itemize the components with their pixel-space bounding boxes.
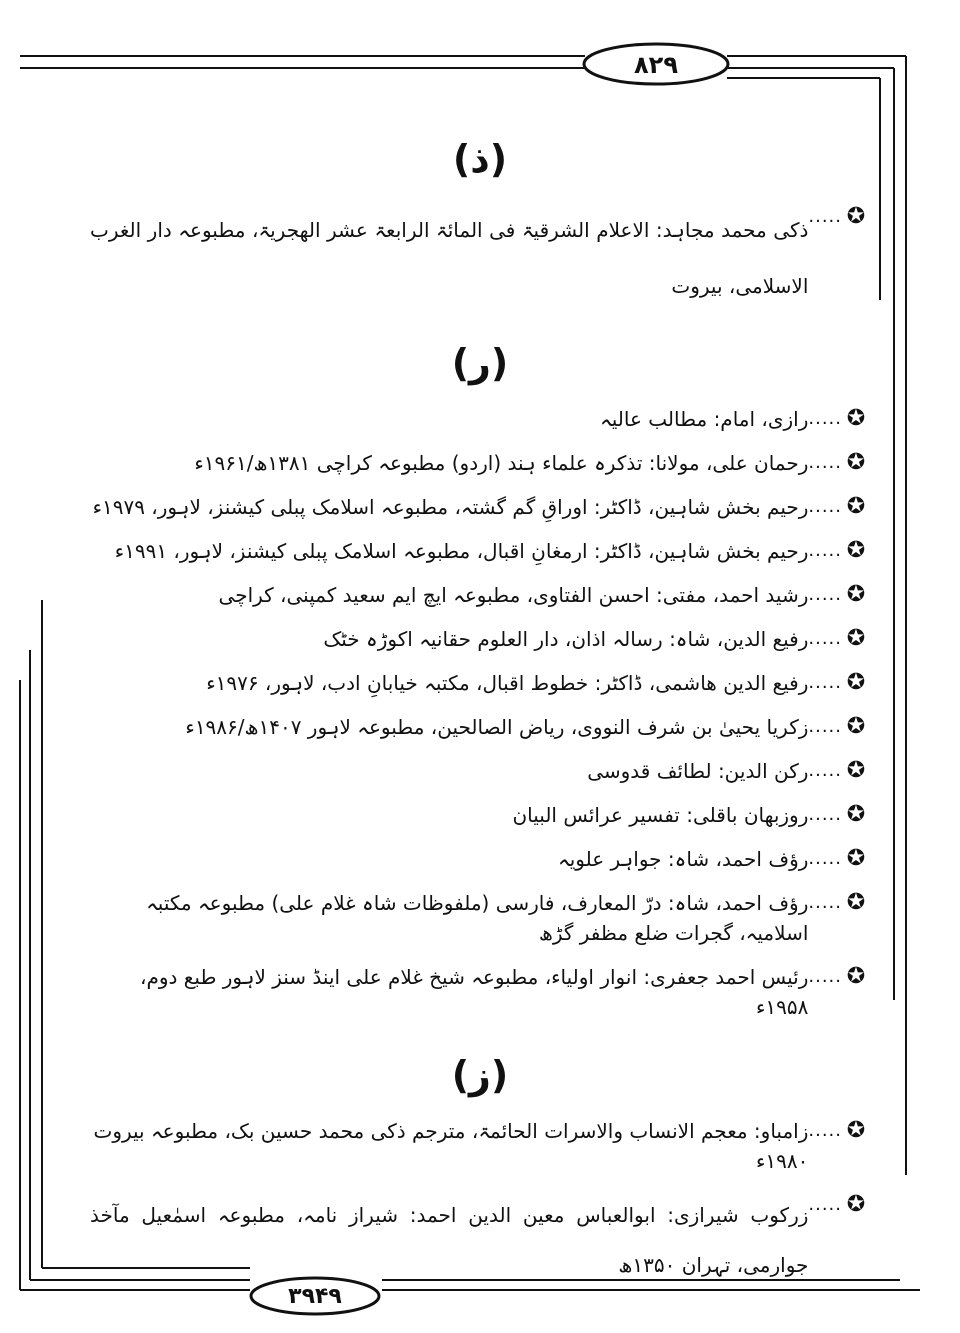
- entry-text: زکریا یحییٰ بن شرف النووی، ریاض الصالحین، مطبوعہ لاہور ۱۴۰۷ھ/۱۹۸۶ء: [185, 715, 809, 739]
- bibliography-entry: ✪ ..... زامباو: معجم الانساب والاسرات الحائمۃ، مترجم ذکی محمد حسین بک، مطبوعہ بیروت ۱۹۸۰ء: [90, 1116, 870, 1176]
- section-letter-heading: (ذ): [452, 137, 508, 181]
- bibliography-entry: ✪ ..... رازی، امام: مطالب عالیہ: [90, 404, 870, 434]
- entry-text: رازی، امام: مطالب عالیہ: [600, 407, 809, 431]
- section-letter-heading: (ر): [451, 341, 509, 385]
- entry-text: رحیم بخش شاہین، ڈاکٹر: ارمغانِ اقبال، مطبوعہ اسلامک پبلی کیشنز، لاہور، ۱۹۹۱ء: [114, 539, 809, 563]
- entry-text: زرکوب شیرازی: ابوالعباس معین الدین احمد: شیراز نامہ، مطبوعہ اسمٰعیل مآخذ جوارمی، تہران ۱۳۵۰ھ: [90, 1203, 809, 1277]
- star-bullet-icon: ✪: [846, 890, 866, 915]
- entry-text: زامباو: معجم الانساب والاسرات الحائمۃ، مترجم ذکی محمد حسین بک، مطبوعہ بیروت ۱۹۸۰ء: [93, 1119, 809, 1173]
- bibliography-content: [90, 130, 870, 1290]
- entry-text: رفیع الدین ھاشمی، ڈاکٹر: خطوط اقبال، مکتبہ خیابانِ ادب، لاہور، ۱۹۷۶ء: [206, 671, 809, 695]
- star-bullet-icon: ✪: [846, 582, 866, 607]
- star-bullet-icon: ✪: [846, 1118, 866, 1143]
- entry-text: رحمان علی، مولانا: تذکرہ علماء ہند (اردو) مطبوعہ کراچی ۱۳۸۱ھ/۱۹۶۱ء: [194, 451, 809, 475]
- star-bullet-icon: ✪: [846, 758, 866, 783]
- entry-text: رؤف احمد، شاہ: درّ المعارف، فارسی (ملفوظات شاہ غلام علی) مطبوعہ مکتبہ اسلامیہ، گجرات ضلع مظفر گڑھ: [146, 891, 809, 945]
- star-bullet-icon: ✪: [846, 1192, 866, 1217]
- bottom-page-number: ۳۹۴۹: [288, 1283, 342, 1309]
- top-page-number: ۸۲۹: [634, 51, 678, 79]
- star-bullet-icon: ✪: [846, 802, 866, 827]
- bibliography-entry: ✪ ..... رفیع الدین، شاہ: رسالہ اذان، دار العلوم حقانیہ اکوڑہ خٹک: [90, 624, 870, 654]
- star-bullet-icon: ✪: [846, 964, 866, 989]
- section-ra: [90, 341, 870, 1022]
- entry-text: ذکی محمد مجاہد: الاعلام الشرقیۃ فی المائۃ الرابعۃ عشر الھجریۃ، مطبوعہ دار الغرب الاسلامی، بیروت: [90, 218, 809, 298]
- bibliography-entry: ✪ ..... رفیع الدین ھاشمی، ڈاکٹر: خطوط اقبال، مکتبہ خیابانِ ادب، لاہور، ۱۹۷۶ء: [90, 668, 870, 698]
- entry-text: رشید احمد، مفتی: احسن الفتاوی، مطبوعہ ایچ ایم سعید کمپنی، کراچی: [218, 583, 809, 607]
- bibliography-entry: ✪ ..... رؤف احمد، شاہ: جواہر علویہ: [90, 844, 870, 874]
- star-bullet-icon: ✪: [846, 714, 866, 739]
- star-bullet-icon: ✪: [846, 626, 866, 651]
- entry-text: رکن الدین: لطائف قدوسی: [587, 759, 809, 783]
- bibliography-entry: ✪ ..... رؤف احمد، شاہ: درّ المعارف، فارسی (ملفوظات شاہ غلام علی) مطبوعہ مکتبہ اسلامیہ، گجرات ضلع مظفر گڑھ: [90, 888, 870, 948]
- bibliography-entry: ✪ ..... رکن الدین: لطائف قدوسی: [90, 756, 870, 786]
- bibliography-entry: ✪ ..... رحیم بخش شاہین، ڈاکٹر: اوراقِ گم گشتہ، مطبوعہ اسلامک پبلی کیشنز، لاہور، ۱۹۷۹ء: [90, 492, 870, 522]
- bibliography-entry: ✪ ..... ذکی محمد مجاہد: الاعلام الشرقیۃ فی المائۃ الرابعۃ عشر الھجریۃ، مطبوعہ دار الغرب الاسلامی، بیروت: [90, 202, 870, 314]
- bibliography-entry: ✪ ..... زکریا یحییٰ بن شرف النووی، ریاض الصالحین، مطبوعہ لاہور ۱۴۰۷ھ/۱۹۸۶ء: [90, 712, 870, 742]
- star-bullet-icon: ✪: [846, 406, 866, 431]
- bibliography-entry: ✪ ..... رشید احمد، مفتی: احسن الفتاوی، مطبوعہ ایچ ایم سعید کمپنی، کراچی: [90, 580, 870, 610]
- entry-text: رفیع الدین، شاہ: رسالہ اذان، دار العلوم حقانیہ اکوڑہ خٹک: [323, 627, 809, 651]
- entry-text: رئیس احمد جعفری: انوار اولیاء، مطبوعہ شیخ غلام علی اینڈ سنز لاہور طبع دوم، ۱۹۵۸ء: [140, 965, 809, 1019]
- bibliography-entry: ✪ ..... زرکوب شیرازی: ابوالعباس معین الدین احمد: شیراز نامہ، مطبوعہ اسمٰعیل مآخذ جوارمی، تہران ۱۳۵۰ھ: [90, 1190, 870, 1290]
- bibliography-entry: ✪ ..... رحمان علی، مولانا: تذکرہ علماء ہند (اردو) مطبوعہ کراچی ۱۳۸۱ھ/۱۹۶۱ء: [90, 448, 870, 478]
- star-bullet-icon: ✪: [846, 204, 866, 229]
- star-bullet-icon: ✪: [846, 494, 866, 519]
- bibliography-entry: ✪ ..... رحیم بخش شاہین، ڈاکٹر: ارمغانِ اقبال، مطبوعہ اسلامک پبلی کیشنز، لاہور، ۱۹۹۱ء: [90, 536, 870, 566]
- star-bullet-icon: ✪: [846, 846, 866, 871]
- star-bullet-icon: ✪: [846, 450, 866, 475]
- entry-text: رحیم بخش شاہین، ڈاکٹر: اوراقِ گم گشتہ، مطبوعہ اسلامک پبلی کیشنز، لاہور، ۱۹۷۹ء: [92, 495, 809, 519]
- entry-text: رؤف احمد، شاہ: جواہر علویہ: [557, 847, 809, 871]
- bibliography-entry: ✪ ..... رئیس احمد جعفری: انوار اولیاء، مطبوعہ شیخ غلام علی اینڈ سنز لاہور طبع دوم، ۱۹۵۸ء: [90, 962, 870, 1022]
- star-bullet-icon: ✪: [846, 538, 866, 563]
- section-dhal: [90, 137, 870, 314]
- section-zay: [90, 1053, 870, 1290]
- bibliography-entry: ✪ ..... روزبھان باقلی: تفسیر عرائس البیان: [90, 800, 870, 830]
- entry-text: روزبھان باقلی: تفسیر عرائس البیان: [512, 803, 809, 827]
- section-letter-heading: (ز): [451, 1053, 509, 1097]
- star-bullet-icon: ✪: [846, 670, 866, 695]
